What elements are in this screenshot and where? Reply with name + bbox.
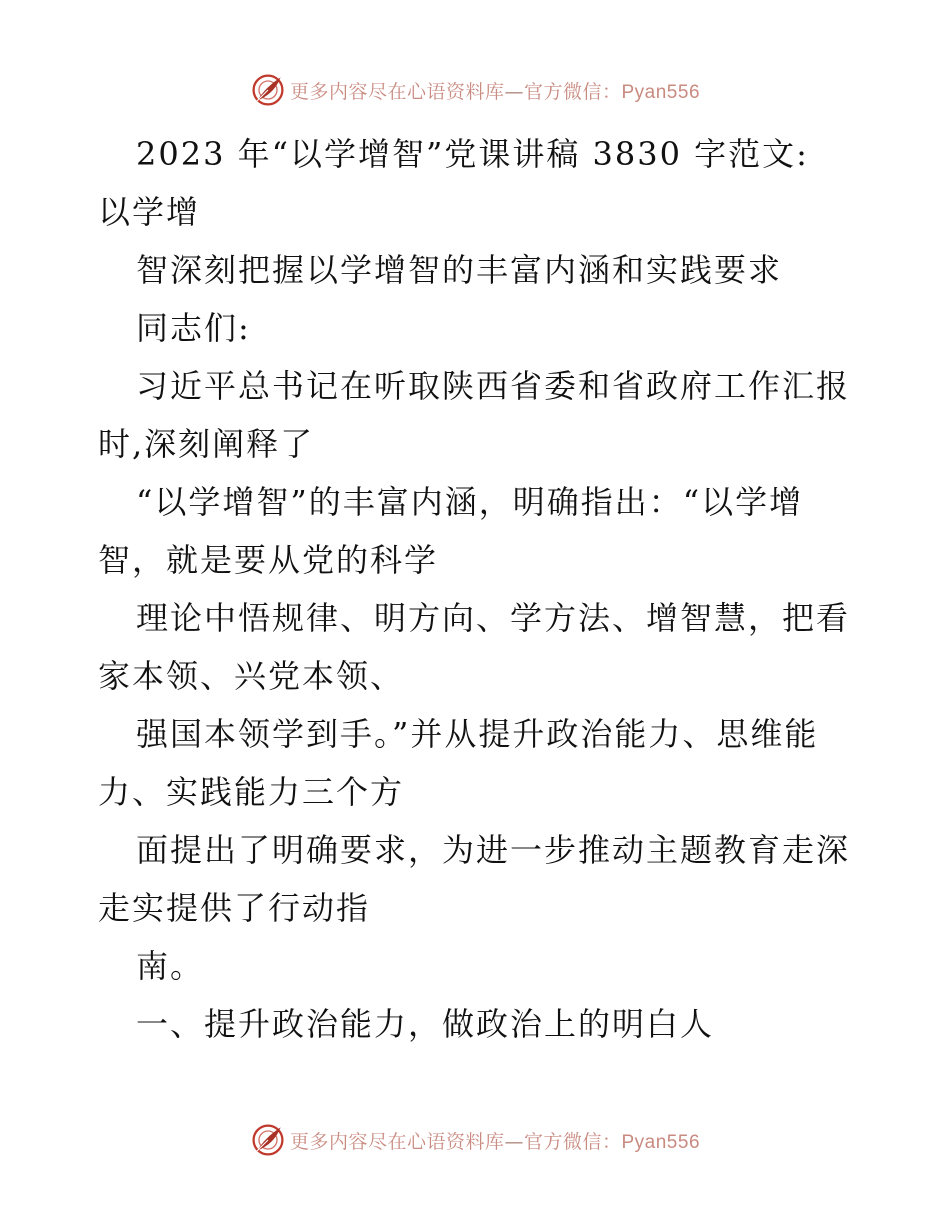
watermark-main-text: 更多内容尽在心语资料库 <box>289 80 505 103</box>
watermark-wechat-id: Pyan556 <box>621 81 701 103</box>
section-heading: 一、提升政治能力，做政治上的明白人 <box>136 1005 715 1043</box>
feather-quill-logo-icon <box>250 1122 286 1158</box>
watermark-wechat-id: Pyan556 <box>621 1131 701 1153</box>
doc-line: 同志们: <box>136 309 251 347</box>
feather-quill-logo-icon <box>250 72 286 108</box>
doc-line: 理论中悟规律、明方向、学方法、增智慧，把看 <box>136 599 851 637</box>
header-watermark-banner <box>0 70 950 110</box>
doc-line: 家本领、兴党本领、 <box>98 657 405 695</box>
doc-line: 以学增 <box>98 193 201 231</box>
doc-line: 走实提供了行动指 <box>98 889 371 927</box>
doc-line: “以学增智”的丰富内涵，明确指出：“以学增 <box>136 483 804 521</box>
doc-line: 2023 年“以学增智”党课讲稿 3830 字范文: <box>136 135 809 173</box>
watermark-main-text: 更多内容尽在心语资料库 <box>289 1130 505 1153</box>
watermark-separator: — <box>504 1130 524 1153</box>
document-body <box>98 125 858 1053</box>
doc-line: 力、实践能力三个方 <box>98 773 405 811</box>
footer-watermark-banner <box>0 1120 950 1160</box>
watermark-contact-label: 官方微信： <box>523 80 622 103</box>
doc-line: 面提出了明确要求，为进一步推动主题教育走深 <box>136 831 851 869</box>
watermark-separator: — <box>504 80 524 103</box>
doc-line: 智，就是要从党的科学 <box>98 541 439 579</box>
watermark-text <box>290 1127 700 1154</box>
doc-line: 强国本领学到手。”并从提升政治能力、思维能 <box>136 715 819 753</box>
doc-line: 南。 <box>136 947 205 985</box>
watermark-contact-label: 官方微信： <box>523 1130 622 1153</box>
doc-line: 智深刻把握以学增智的丰富内涵和实践要求 <box>136 251 783 289</box>
doc-line: 时,深刻阐释了 <box>98 425 315 463</box>
watermark-text <box>290 77 700 104</box>
doc-line: 习近平总书记在听取陕西省委和省政府工作汇报 <box>136 367 851 405</box>
